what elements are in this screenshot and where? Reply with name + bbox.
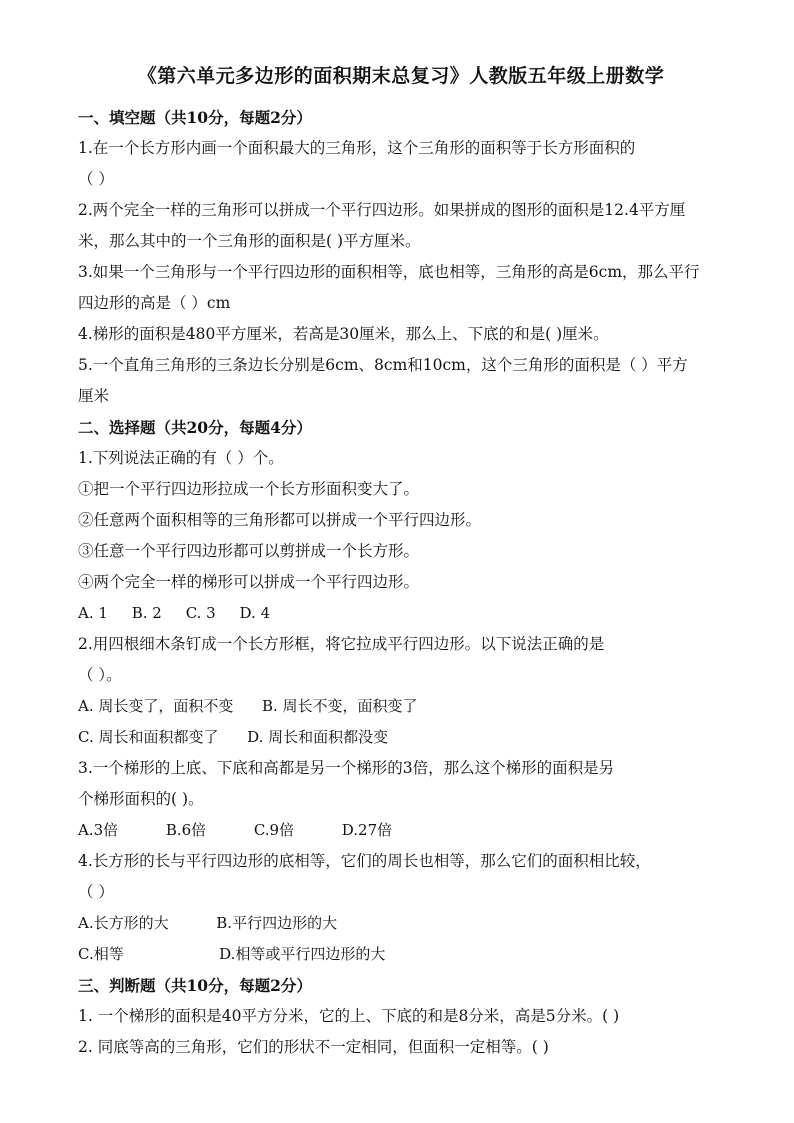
question-line: 2.用四根细木条钉成一个长方形框，将它拉成平行四边形。以下说法正确的是 — [78, 635, 605, 653]
question-line: 5.一个直角三角形的三条边长分别是6cm、8cm和10cm，这个三角形的面积是（ ）平方 — [78, 356, 688, 374]
answer-blank: （ ） — [78, 883, 114, 901]
question-line: 1. 一个梯形的面积是40平方分米，它的上、下底的和是8分米，高是5分米。( ) — [78, 1007, 620, 1025]
question-line: 四边形的高是（ ）cm — [78, 294, 231, 312]
section-heading: 二、选择题（共20分，每题4分） — [78, 418, 312, 437]
statement-line: ④两个完全一样的梯形可以拼成一个平行四边形。 — [78, 573, 420, 591]
question-line: 厘米 — [78, 387, 110, 405]
page-title: 《第六单元多边形的面积期末总复习》人教版五年级上册数学 — [137, 65, 665, 87]
statement-line: ①把一个平行四边形拉成一个长方形面积变大了。 — [78, 480, 420, 498]
section-fill-blank — [78, 102, 724, 412]
question-line: 2.两个完全一样的三角形可以拼成一个平行四边形。如果拼成的图形的面积是12.4平方厘 — [78, 201, 686, 219]
choice-options: A.3倍 B.6倍 C.9倍 D.27倍 — [78, 821, 393, 839]
question-line: 1.在一个长方形内画一个面积最大的三角形，这个三角形的面积等于长方形面积的 — [78, 139, 636, 157]
question-line: 2. 同底等高的三角形，它们的形状不一定相同，但面积一定相等。( ) — [78, 1038, 549, 1056]
question-line: 4.梯形的面积是480平方厘米，若高是30厘米，那么上、下底的和是( )厘米。 — [78, 325, 609, 343]
question-line: 米，那么其中的一个三角形的面积是( )平方厘米。 — [78, 232, 421, 250]
question-line: 3.如果一个三角形与一个平行四边形的面积相等，底也相等，三角形的高是6cm，那么平行 — [78, 263, 700, 281]
question-line: 3.一个梯形的上底、下底和高都是另一个梯形的3倍，那么这个梯形的面积是另 — [78, 759, 615, 777]
answer-blank: （ ）。 — [78, 666, 122, 684]
question-line: 1.下列说法正确的有（ ）个。 — [78, 449, 284, 467]
section-multiple-choice — [78, 412, 724, 970]
statement-line: ②任意两个面积相等的三角形都可以拼成一个平行四边形。 — [78, 511, 482, 529]
section-true-false — [78, 970, 724, 1063]
choice-options: A. 1 B. 2 C. 3 D. 4 — [78, 604, 271, 622]
choice-options: A. 周长变了，面积不变 B. 周长不变，面积变了 — [78, 697, 418, 715]
answer-blank: （ ） — [78, 170, 114, 188]
choice-options: C.相等 D.相等或平行四边形的大 — [78, 945, 386, 963]
statement-line: ③任意一个平行四边形都可以剪拼成一个长方形。 — [78, 542, 420, 560]
section-heading: 三、判断题（共10分，每题2分） — [78, 976, 312, 995]
choice-options: A.长方形的大 B.平行四边形的大 — [78, 914, 338, 932]
question-line: 个梯形面积的( )。 — [78, 790, 204, 808]
choice-options: C. 周长和面积都变了 D. 周长和面积都没变 — [78, 728, 389, 746]
section-heading: 一、填空题（共10分，每题2分） — [78, 108, 312, 127]
question-line: 4.长方形的长与平行四边形的底相等，它们的周长也相等，那么它们的面积相比较， — [78, 852, 651, 870]
